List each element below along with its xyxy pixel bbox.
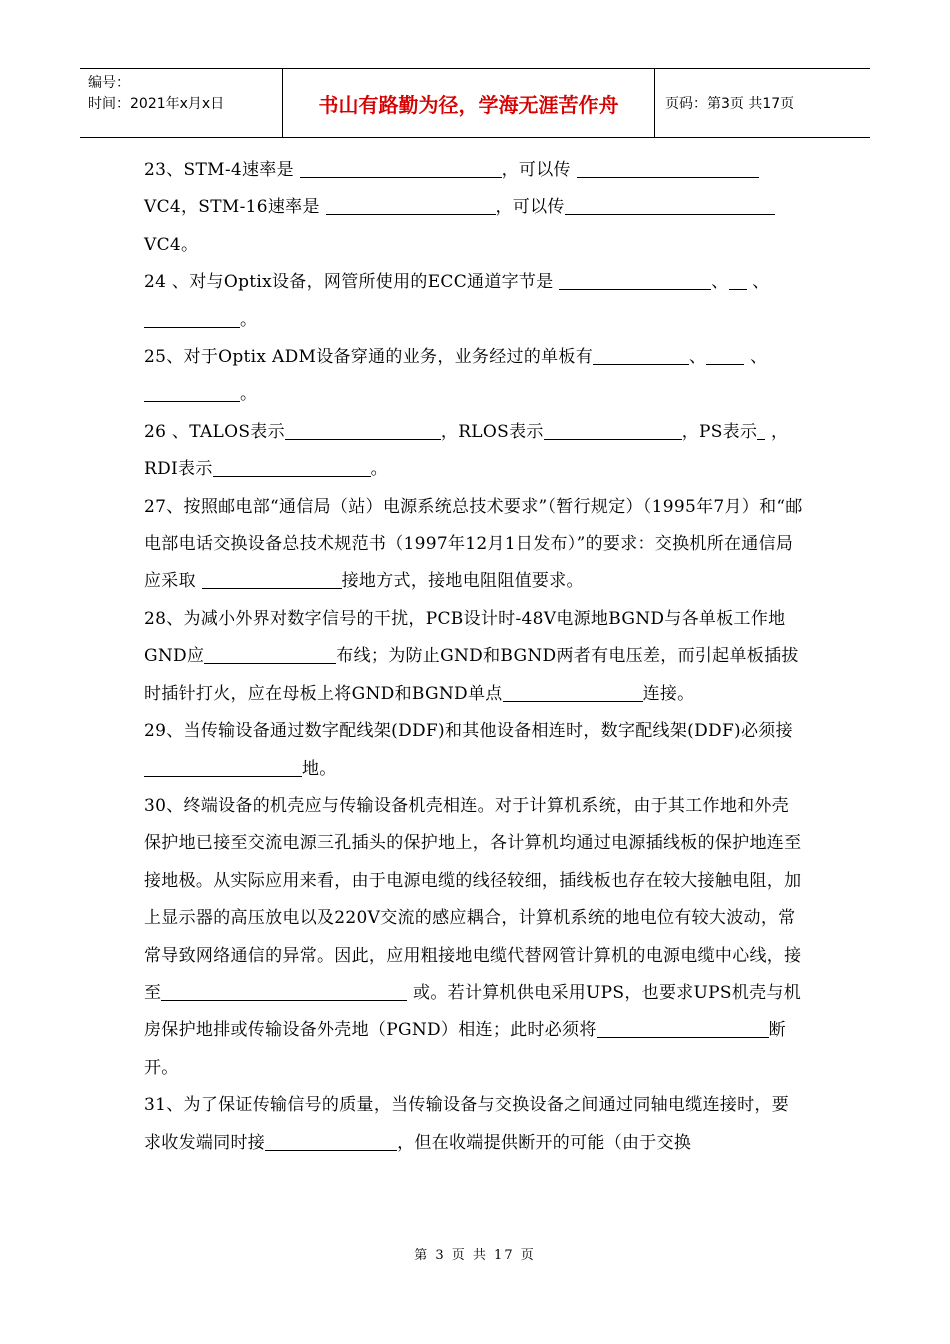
question-text: 、 [711,272,729,293]
question-23 [144,152,806,264]
question-text: 。 [240,384,258,405]
header-page-info: 页码：第3页 共17页 [665,96,795,112]
question-text: 。 [566,571,584,592]
answer-blank [706,344,744,365]
answer-blank [144,307,240,328]
question-30 [144,788,806,1087]
question-text: 。 [240,309,258,330]
question-25 [144,339,806,414]
answer-blank [204,643,336,664]
question-24 [144,264,806,339]
question-text: 、 [689,347,707,368]
question-text: ，可以传 [495,197,565,218]
question-text: VC4，STM-16速率是 [144,197,320,218]
question-text: 。 [370,459,388,480]
question-text: ，RDI表示 [144,421,789,480]
question-text: 26 、TALOS表示 [144,421,285,442]
answer-blank [161,980,407,1001]
question-text: 接地方式，接地电阻阻值要求 [341,571,567,592]
question-text: 24 、对与Optix设备，网管所使用的ECC通道字节是 [144,272,554,293]
question-text: 地。 [302,758,337,779]
answer-blank [597,1017,769,1038]
question-text: ，PS表示 [681,421,758,442]
answer-blank [577,157,759,178]
answer-blank [202,568,342,589]
answer-blank [285,419,441,440]
question-text: ，RLOS表示 [440,421,544,442]
question-text: 、 [750,347,768,368]
answer-blank [144,381,240,402]
question-text: 或 [413,982,431,1003]
question-text: 31、为了保证传输信号的质量，当传输设备与交换设备之间通过同轴电缆连接时，要求收发端同时接 [144,1095,790,1153]
question-list [144,152,806,1162]
answer-blank [326,194,496,215]
document-number-label: 编号： [88,75,130,91]
question-28 [144,601,806,713]
question-text: 28、为减小外界对数字信号的干扰，PCB设计时-48V电源地BGND与各单板工作地GND应 [144,608,786,667]
answer-blank [144,756,302,777]
page-footer: 第 3 页 共 17 页 [414,1248,536,1263]
answer-blank [757,419,765,440]
question-26 [144,414,806,489]
question-text: 25、对于Optix ADM设备穿通的业务，业务经过的单板有 [144,347,594,368]
question-text: ，但在收端提供断开的可能（由于交换 [397,1132,692,1153]
answer-blank [544,419,682,440]
answer-blank [213,456,371,477]
question-text: 。若计算机供电采用UPS，也要求UPS机壳与机房保护地排或传输设备外壳地（PGND）相连；此时必须将 [144,982,802,1041]
answer-blank [559,269,711,290]
answer-blank [265,1130,397,1151]
answer-blank [300,157,502,178]
question-29 [144,713,806,788]
question-text: VC4。 [144,234,199,255]
question-text: 30、终端设备的机壳应与传输设备机壳相连。对于计算机系统，由于其工作地和外壳保护地已接至交流电源三孔插头的保护地上，各计算机均通过电源插线板的保护地连至接地极。从实际应用来看，由于电源电缆的线径较细，插线板也存在较大接触电阻，加上显示器的高压放电以及220V交流的感应耦合，计算机系统的地电位有较大波动，常常导致网络通信的异常。因此，应用粗接地电缆代替网管计算机的电源电缆中心线，接至 [144,795,802,1003]
page-header [80,68,870,138]
answer-blank [593,344,689,365]
question-text: 27、按照邮电部“通信局（站）电源系统总技术要求”（暂行规定）（1995年7月）和“邮电部电话交换设备总技术规范书（1997年12月1日发布）”的要求：交换机所在通信局应采取 [144,496,803,592]
document-date: 时间：2021年x月x日 [88,96,225,112]
question-27 [144,489,806,601]
question-text: 29、当传输设备通过数字配线架(DDF)和其他设备相连时，数字配线架(DDF)必须接 [144,721,793,742]
question-text: 断开。 [144,1020,786,1078]
answer-blank [565,194,775,215]
answer-blank [503,681,643,702]
question-text: 布线；为防止GND和BGND两者有电压差，而引起单板插拔时插针打火，应在母板上将GND和BGND单点 [144,646,799,704]
question-text: 、 [752,272,770,293]
header-meta [80,69,282,137]
header-motto: 书山有路勤为径，学海无涯苦作舟 [282,69,655,137]
question-text: 连接。 [642,683,695,704]
question-text: 23、STM-4速率是 [144,160,294,180]
question-31 [144,1087,806,1162]
answer-blank [729,269,747,290]
question-text: ，可以传 [501,160,571,180]
